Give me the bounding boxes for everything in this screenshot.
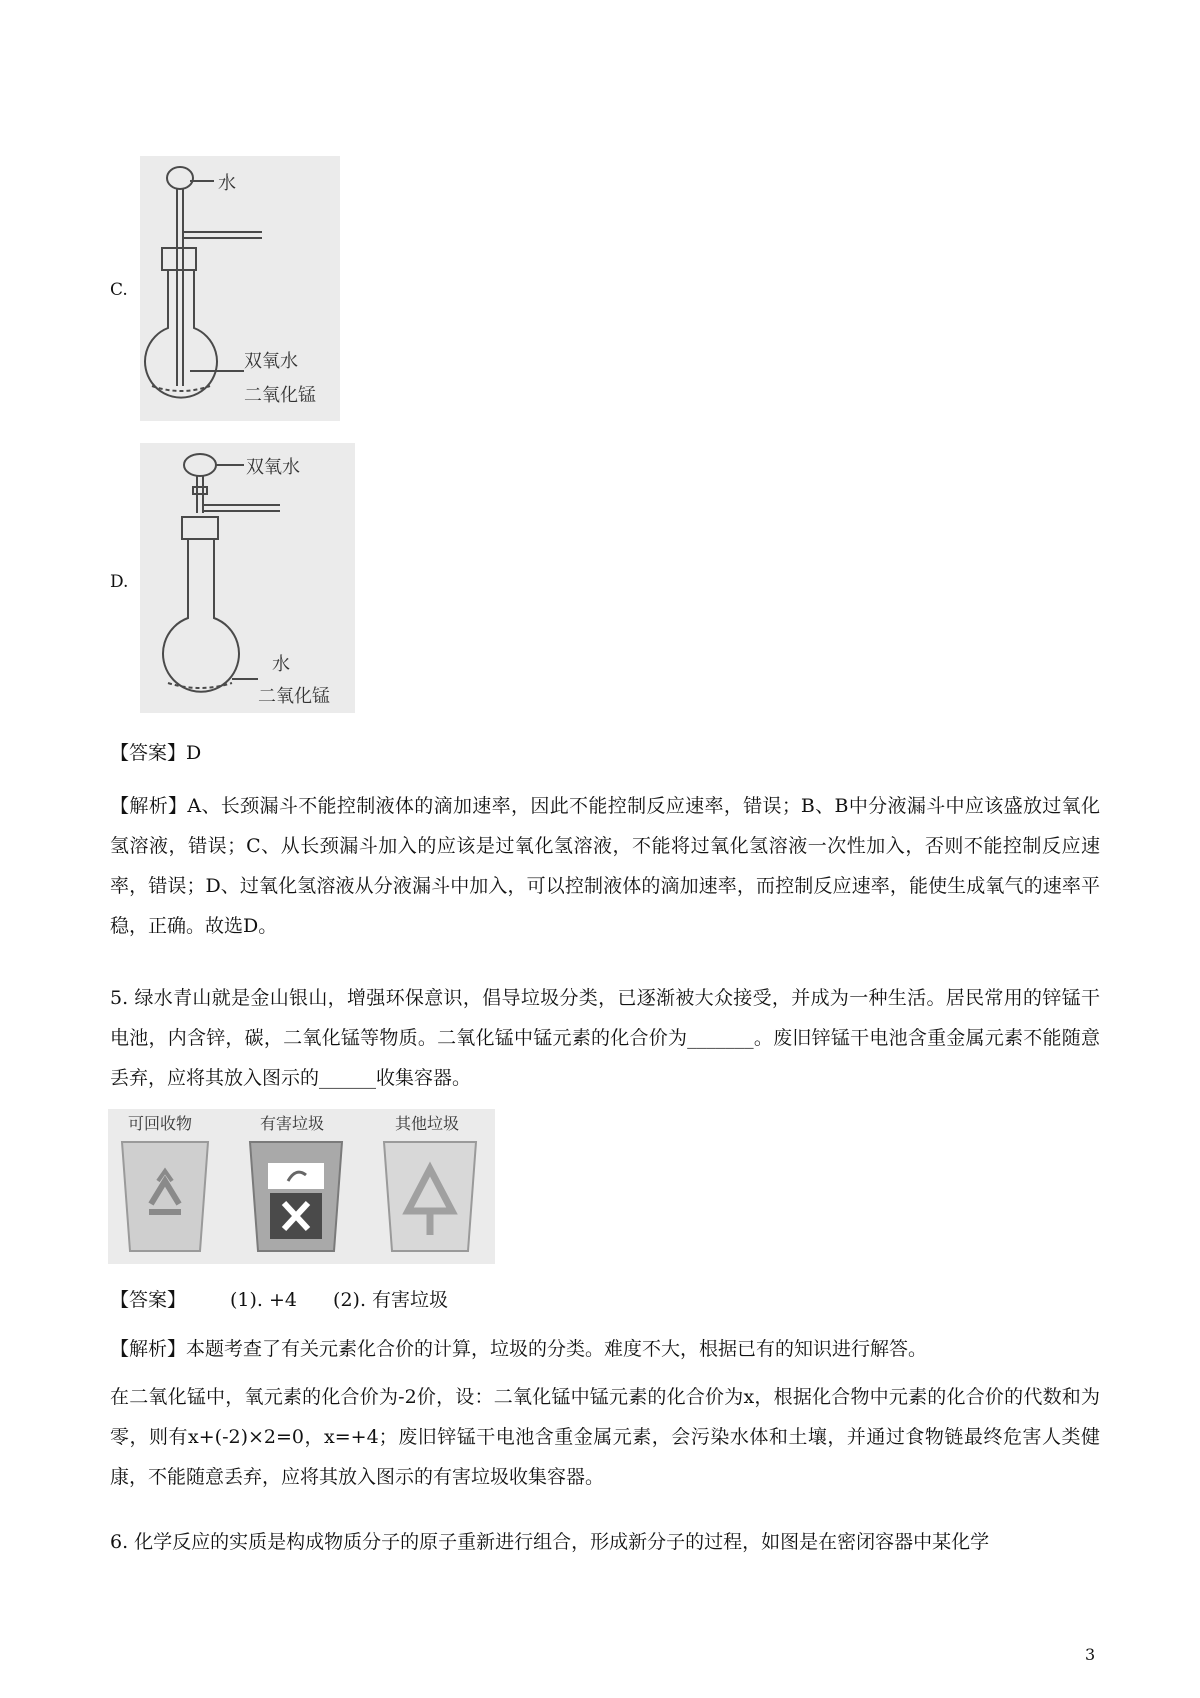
- option-c-apparatus-figure: [140, 156, 340, 421]
- page-number: 3: [1085, 1645, 1096, 1664]
- hazardous-bin: [250, 1114, 342, 1251]
- q5-analysis-line1: [110, 1337, 927, 1361]
- q4-answer: [110, 741, 201, 765]
- option-d-apparatus-figure: [140, 443, 355, 713]
- option-d-water-label: 水: [272, 654, 290, 675]
- option-c-mno2-label: 二氧化锰: [244, 385, 316, 406]
- q4-analysis-text: A、长颈漏斗不能控制液体的滴加速率，因此不能控制反应速率，错误；B、B中分液漏斗中应该盛放过氧化氢溶液，错误；C、从长颈漏斗加入的应该是过氧化氢溶液，不能将过氧化氢溶液一次性加入，否则不能控制反应速率，错误；D、过氧化氢溶液从分液漏斗中加入，可以控制液体的滴加速率，而控制反应速率，能使生成氧气的速率平稳，正确。故选D。: [110, 795, 1100, 937]
- waste-bins-figure: [108, 1109, 495, 1264]
- recyclable-bin-label: 可回收物: [128, 1114, 193, 1133]
- q5-question-text: 5. 绿水青山就是金山银山，增强环保意识，倡导垃圾分类，已逐渐被大众接受，并成为一种生活。居民常用的锌锰干电池，内含锌，碳，二氧化锰等物质。二氧化锰中锰元素的化合价为_______。废旧锌锰干电池含重金属元素不能随意丢弃，应将其放入图示的______收集容器。: [110, 987, 1100, 1089]
- option-c-label: C.: [110, 280, 128, 300]
- q5-answer-part2: (2). 有害垃圾: [333, 1289, 449, 1311]
- other-waste-bin-label: 其他垃圾: [395, 1114, 460, 1133]
- hazardous-bin-label: 有害垃圾: [260, 1114, 325, 1133]
- q4-answer-tag: 【答案】: [110, 742, 187, 764]
- option-c-h2o2-label: 双氧水: [244, 351, 298, 372]
- q5-answer: [110, 1288, 448, 1312]
- option-d-label: D.: [110, 572, 129, 592]
- q6-question-text: 6. 化学反应的实质是构成物质分子的原子重新进行组合，形成新分子的过程，如图是在密闭容器中某化学: [110, 1531, 990, 1553]
- other-waste-bin: [384, 1114, 476, 1251]
- q4-analysis-tag: 【解析】: [110, 795, 188, 817]
- long-neck-funnel-flask-diagram: [140, 156, 340, 421]
- q5-answer-part1: (1). +4: [230, 1289, 298, 1311]
- option-d-h2o2-label: 双氧水: [246, 457, 300, 478]
- q5-analysis-text: 本题考查了有关元素化合价的计算，垃圾的分类。难度不大，根据已有的知识进行解答。: [186, 1338, 928, 1360]
- q5-analysis-paragraph: 在二氧化锰中，氧元素的化合价为-2价，设：二氧化锰中锰元素的化合价为x，根据化合物中元素的化合价的代数和为零，则有x+(-2)×2=0，x=+4；废旧锌锰干电池含重金属元素，会污染水体和土壤，并通过食物链最终危害人类健康，不能随意丢弃，应将其放入图示的有害垃圾收集容器。: [110, 1386, 1100, 1488]
- q5-answer-tag: 【答案】: [110, 1289, 187, 1311]
- option-c-water-label: 水: [218, 173, 236, 194]
- hazard-panel: [268, 1163, 324, 1189]
- waste-bins-diagram: [108, 1109, 495, 1264]
- separatory-funnel-flask-diagram: [140, 443, 355, 713]
- q5-analysis-tag: 【解析】: [110, 1338, 187, 1360]
- option-d-mno2-label: 二氧化锰: [258, 686, 330, 707]
- recyclable-bin: [122, 1114, 208, 1251]
- q4-analysis: [110, 786, 1100, 946]
- q4-answer-value: D: [186, 742, 202, 764]
